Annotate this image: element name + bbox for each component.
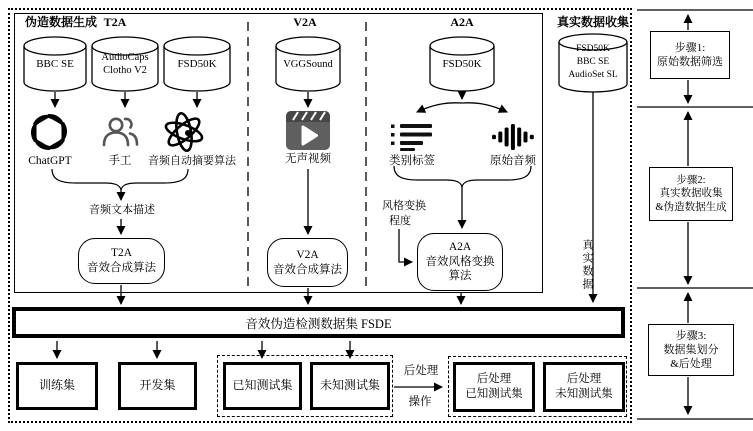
t2a-synthesis-line1: T2A <box>110 247 133 260</box>
post-process-op-label-line1: 后处理 <box>403 365 439 377</box>
category-list-icon <box>391 123 433 151</box>
a2a-transform-line3: 算法 <box>448 270 472 283</box>
manual-label: 手工 <box>108 155 132 167</box>
real-section-title: 真实数据收集 <box>556 15 629 29</box>
dev-set-box <box>118 362 197 410</box>
db-vggsound-label: VGGSound <box>283 59 333 70</box>
silent-video-label: 无声视频 <box>285 153 331 165</box>
pp-unknown-line2: 未知测试集 <box>555 388 613 400</box>
step2-line2: 真实数据收集 <box>659 188 723 200</box>
style-transform-label-line1: 风格变换 <box>382 200 426 212</box>
style-transform-label-line2: 程度 <box>389 215 411 227</box>
known-test-set-box <box>223 362 302 410</box>
step2-line3: &伪造数据生成 <box>655 201 727 213</box>
pp-known-line1: 后处理 <box>476 373 512 386</box>
silent-video-icon <box>286 111 330 150</box>
v2a-header: V2A <box>293 15 317 29</box>
step2-line1: 步骤2: <box>676 174 706 186</box>
fsde-dataset-bar <box>12 307 625 338</box>
step3-line1: 步骤3: <box>675 329 707 342</box>
original-audio-label: 原始音频 <box>490 155 536 167</box>
step1-line2: 原始数据筛选 <box>657 56 723 68</box>
audio-summary-label: 音频自动摘要算法 <box>148 155 236 167</box>
v2a-synthesis-box <box>267 238 348 287</box>
pp-known-test-set-box <box>453 362 535 412</box>
db-audiocaps-clotho-label <box>92 51 158 77</box>
a2a-transform-line2: 音效风格变换 <box>425 255 495 268</box>
audio-text-description-label: 音频文本描述 <box>89 204 155 216</box>
known-test-set-label: 已知测试集 <box>232 378 293 393</box>
db-real-line1: FSD50K <box>576 44 610 54</box>
pp-unknown-test-set-box <box>543 362 625 412</box>
step3-line3: &后处理 <box>670 358 712 371</box>
chatgpt-icon <box>29 111 69 153</box>
unknown-test-set-label: 未知测试集 <box>319 378 380 393</box>
pp-unknown-line1: 后处理 <box>566 373 602 386</box>
category-label: 类别标签 <box>389 155 435 167</box>
dev-set-label: 开发集 <box>139 378 176 393</box>
db-clotho-line: Clotho V2 <box>103 65 147 77</box>
train-set-box <box>16 362 98 410</box>
real-data-flow-label: 真实数据 <box>581 239 593 291</box>
fsde-bar-label: 音效伪造检测数据集 FSDE <box>245 316 392 331</box>
t2a-synthesis-line2: 音效合成算法 <box>87 262 156 274</box>
atom-summary-icon <box>162 111 206 153</box>
db-bbc-se-label: BBC SE <box>36 58 74 70</box>
v2a-synthesis-line1: V2A <box>296 248 319 261</box>
step1-box <box>650 31 730 79</box>
db-fsd50k-a2a-label: FSD50K <box>442 58 482 70</box>
db-real-line3: AudioSet SL <box>568 69 618 80</box>
audio-waveform-icon <box>492 124 534 150</box>
t2a-synthesis-box <box>78 238 165 284</box>
post-process-op-label-line2: 操作 <box>408 396 432 408</box>
a2a-header: A2A <box>450 15 474 29</box>
db-real-line2: BBC SE <box>576 56 610 67</box>
v2a-synthesis-line2: 音效合成算法 <box>273 263 342 276</box>
manual-people-icon <box>100 112 140 152</box>
unknown-test-set-box <box>310 362 390 410</box>
train-set-label: 训练集 <box>38 378 75 393</box>
a2a-transform-line1: A2A <box>448 241 472 254</box>
db-real-data-label <box>558 43 628 81</box>
step3-box <box>648 324 734 376</box>
t2a-header: T2A <box>103 15 127 29</box>
db-audiocaps-line: AudioCaps <box>101 52 149 63</box>
step3-line2: 数据集划分 <box>663 343 719 356</box>
step2-box <box>649 167 733 221</box>
a2a-style-transform-box <box>417 233 503 291</box>
fake-section-title: 伪造数据生成 <box>24 15 97 29</box>
step1-line1: 步骤1: <box>674 41 706 54</box>
db-fsd50k-t2a-label: FSD50K <box>177 58 217 70</box>
pp-known-line2: 已知测试集 <box>465 388 523 400</box>
chatgpt-label: ChatGPT <box>28 155 72 167</box>
